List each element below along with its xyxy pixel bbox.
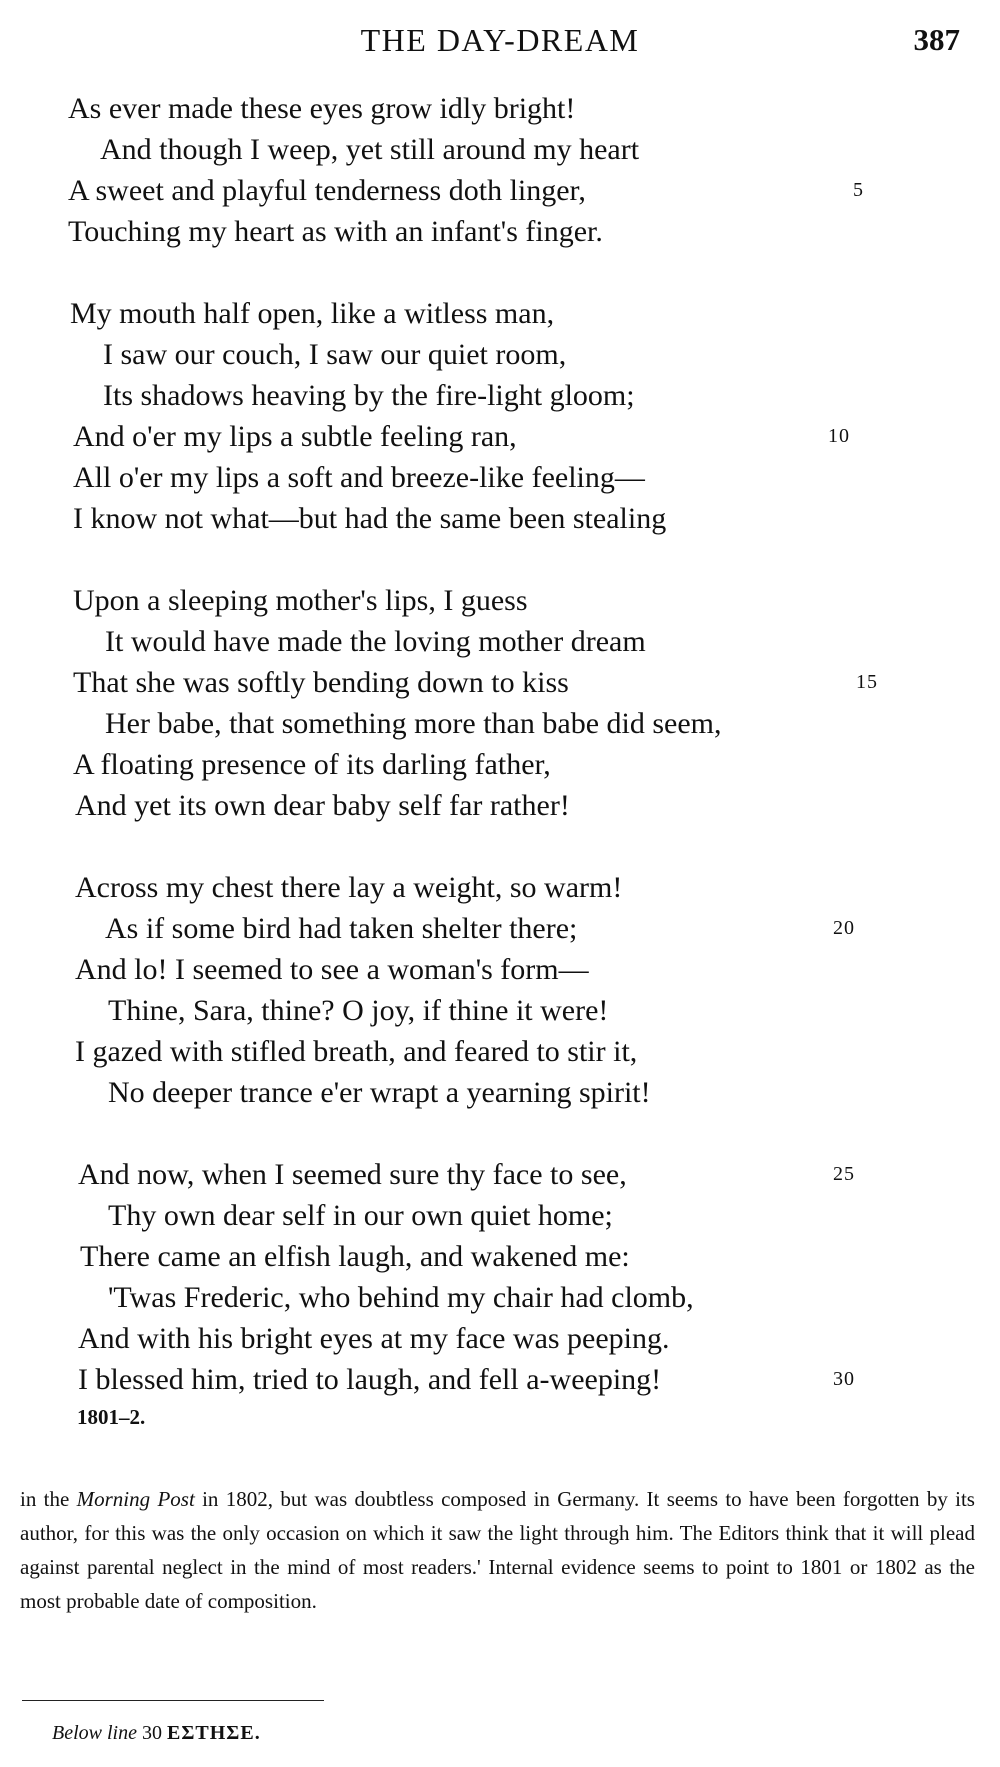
page-number: 387	[913, 22, 960, 57]
line-number: 20	[833, 917, 855, 939]
verse-line-text: I know not what—but had the same been stealing	[73, 502, 667, 535]
verse-line	[0, 908, 1000, 949]
verse-line	[0, 416, 1000, 457]
verse-line	[0, 170, 1000, 211]
verse-line	[0, 867, 1000, 908]
verse-line-text: A sweet and playful tenderness doth linger,	[68, 174, 586, 207]
verse-line-text: There came an elfish laugh, and wakened me:	[80, 1240, 630, 1273]
verse-line-text: And with his bright eyes at my face was peeping.	[78, 1322, 670, 1355]
verse-line	[0, 293, 1000, 334]
verse-line	[0, 1195, 1000, 1236]
stanza	[0, 580, 1000, 826]
verse-line	[0, 990, 1000, 1031]
verse-line-text: As if some bird had taken shelter there;	[105, 912, 578, 945]
stanza	[0, 293, 1000, 539]
stanza	[0, 1154, 1000, 1400]
verse-line	[0, 375, 1000, 416]
poem-body	[0, 88, 1000, 1400]
verse-line-text: And now, when I seemed sure thy face to see,	[78, 1158, 627, 1191]
verse-line-text: And o'er my lips a subtle feeling ran,	[73, 420, 517, 453]
verse-line	[0, 703, 1000, 744]
verse-line	[0, 744, 1000, 785]
verse-line-text: And lo! I seemed to see a woman's form—	[75, 953, 589, 986]
verse-line-text: My mouth half open, like a witless man,	[70, 297, 555, 330]
line-number: 25	[833, 1163, 855, 1185]
verse-line	[0, 580, 1000, 621]
composition-date: 1801–2.	[77, 1405, 146, 1429]
verse-line	[0, 88, 1000, 129]
verse-line-text: I blessed him, tried to laugh, and fell a-weeping!	[78, 1363, 662, 1396]
verse-line-text: As ever made these eyes grow idly bright!	[68, 92, 576, 125]
verse-line	[0, 1031, 1000, 1072]
apparatus-label: Below line	[52, 1722, 137, 1744]
apparatus-note	[52, 1718, 261, 1748]
verse-line-text: 'Twas Frederic, who behind my chair had clomb,	[108, 1281, 694, 1314]
verse-line	[0, 1072, 1000, 1113]
verse-line	[0, 621, 1000, 662]
verse-line	[0, 1359, 1000, 1400]
verse-line-text: Upon a sleeping mother's lips, I guess	[73, 584, 528, 617]
verse-line	[0, 1277, 1000, 1318]
verse-line	[0, 129, 1000, 170]
verse-line-text: All o'er my lips a soft and breeze-like feeling—	[73, 461, 645, 494]
verse-line-text: Her babe, that something more than babe did seem,	[105, 707, 722, 740]
verse-line-text: I saw our couch, I saw our quiet room,	[103, 338, 567, 371]
verse-line-text: Thine, Sara, thine? O joy, if thine it were!	[108, 994, 609, 1027]
line-number: 15	[856, 671, 878, 693]
verse-line-text: Thy own dear self in our own quiet home;	[108, 1199, 613, 1232]
verse-line-text: And though I weep, yet still around my heart	[100, 133, 640, 166]
stanza	[0, 867, 1000, 1113]
verse-line-text: Touching my heart as with an infant's finger.	[68, 215, 603, 248]
note-periodical-title: Morning Post	[76, 1487, 195, 1511]
verse-line-text: Its shadows heaving by the fire-light gloom;	[103, 379, 635, 412]
verse-line-text: I gazed with stifled breath, and feared to stir it,	[75, 1035, 638, 1068]
verse-line	[0, 1236, 1000, 1277]
line-number: 5	[853, 179, 864, 201]
verse-line	[0, 334, 1000, 375]
verse-line	[0, 785, 1000, 826]
apparatus-reading: ΕΣΤΗΣΕ.	[166, 1722, 261, 1744]
verse-line-text: It would have made the loving mother dream	[105, 625, 646, 658]
note-text-start: in the	[20, 1487, 77, 1511]
verse-line-text: And yet its own dear baby self far rather!	[75, 789, 570, 822]
apparatus-line-ref: 30	[136, 1722, 167, 1744]
footnote-divider	[22, 1700, 324, 1701]
verse-line	[0, 1154, 1000, 1195]
verse-line-text: That she was softly bending down to kiss	[73, 666, 569, 699]
editorial-note	[20, 1482, 975, 1618]
note-text-rest: in 1802, but was doubtless composed in Germany. It seems to have been forgotten by its author, for this was the only occasion on which it saw the light through him. The Editors think that it will plead against parental neglect in the mind of most readers.' Internal evidence seems to point to 1801 or 1802 as the most probable date of composition.	[20, 1487, 975, 1613]
verse-line	[0, 662, 1000, 703]
verse-line-text: A floating presence of its darling father,	[73, 748, 551, 781]
verse-line	[0, 211, 1000, 252]
line-number: 30	[833, 1368, 855, 1390]
page-header	[0, 18, 1000, 62]
verse-line	[0, 1318, 1000, 1359]
verse-line-text: No deeper trance e'er wrapt a yearning spirit!	[108, 1076, 651, 1109]
verse-line	[0, 949, 1000, 990]
verse-line	[0, 457, 1000, 498]
stanza	[0, 88, 1000, 252]
note-paragraph	[20, 1482, 975, 1618]
running-title: THE DAY-DREAM	[360, 22, 640, 58]
verse-line-text: Across my chest there lay a weight, so warm!	[75, 871, 623, 904]
line-number: 10	[828, 425, 850, 447]
verse-line	[0, 498, 1000, 539]
